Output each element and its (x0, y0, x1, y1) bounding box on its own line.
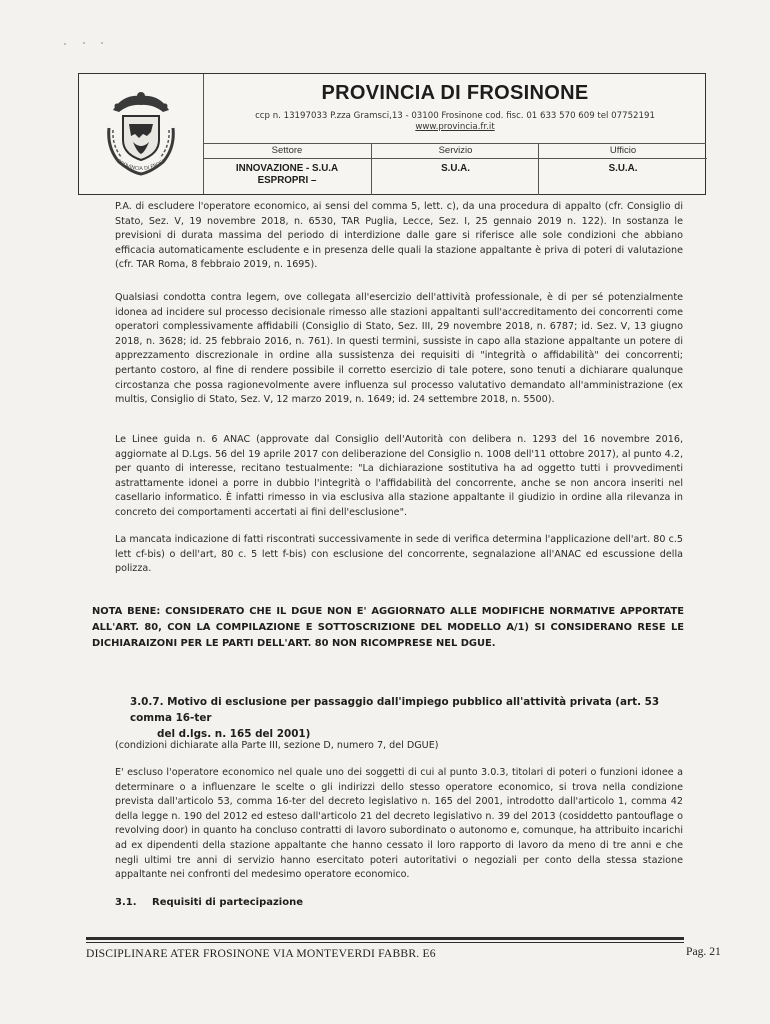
contact-line: ccp n. 13197033 P.zza Gramsci,13 - 03100 Frosinone cod. fisc. 01 633 570 609 tel 07752191 (255, 111, 655, 121)
subsection-heading (115, 897, 304, 908)
organization-title: PROVINCIA DI FROSINONE (321, 82, 589, 104)
ufficio-cell (538, 144, 707, 195)
subsection-title: Requisiti di partecipazione (152, 897, 304, 908)
settore-value (203, 163, 371, 187)
servizio-label: Servizio (372, 144, 539, 159)
ufficio-value: S.U.A. (608, 163, 638, 174)
province-coat-of-arms-logo (103, 88, 179, 176)
paragraph-interdiction: P.A. di escludere l'operatore economico, ai sensi del comma 5, lett. c), da una procedura di appalto (cfr. Consiglio di Stato, Sez. V, 19 novembre 2018, n. 6530, TAR Puglia, Lecce, Sez. I, 25 gennaio 2019 n. 122). In sostanza le previsioni di durata massima del periodo di interdizione dalle gare si riferisce alle sole condizioni che abbiano efficacia automaticamente escludente e in presenza delle quali la stazione appaltante è priva di poteri di valutazione (cfr. TAR Roma, 8 febbraio 2019, n. 1695). (115, 201, 683, 271)
section-body: E' escluso l'operatore economico nel quale uno dei soggetti di cui al punto 3.0.3, titolari di poteri o funzioni idonee a determinare o a influenzare le scelte o gli indirizzi dello stesso operatore economico, si trova nella condizione prevista dall'articolo 53, comma 16-ter del decreto legislativo n. 165 del 2001, introdotto dall'articolo 1, comma 42 della legge n. 190 del 2012 ed esteso dall'articolo 21 del decreto legislativo n. 39 del 2013 (cosiddetto pantouflage o revolving door) in quanto ha concluso contratti di lavoro subordinato o autonomo e, comunque, ha attribuito incarichi ad ex dipendenti della stazione appaltante che hanno cessato il loro rapporto di lavoro da meno di tre anni e che negli ultimi tre anni di servizio hanno esercitato poteri autoritativi o negoziali per conto della stessa stazione appaltante nei confronti del medesimo operatore economico. (115, 767, 683, 881)
settore-cell (203, 144, 371, 195)
paragraph-contra-legem: Qualsiasi condotta contra legem, ove collegata all'esercizio dell'attività professionale, è di per sé potenzialmente idonea ad incidere sul processo decisionale rimesso alle stazioni appaltanti sull'accreditamento dei concorrenti come operatori complessivamente affidabili (Consiglio di Stato, Sez. III, 29 novembre 2018, n. 6787; id. Sez. V, 13 giugno 2018, n. 3628; id. 25 febbraio 2016, n. 761). In questi termini, sussiste in capo alla stazione appaltante un potere di apprezzamento discrezionale in ordine alla sussistenza dei requisiti di "integrità o affidabilità" dei concorrenti; pertanto costoro, al fine di rendere possibile il corretto esercizio di tale potere, sono tenuti a dichiarare qualunque circostanza che possa ragionevolmente avere influenza sul processo valutativo demandato all'amministrazione (ex multis, Consiglio di Stato, Sez. V, 12 marzo 2019, n. 1649; id. 24 settembre 2018, n. 5500). (115, 292, 683, 406)
servizio-value: S.U.A. (441, 163, 470, 174)
subsection-number: 3.1. (115, 897, 137, 908)
organization-contact (203, 111, 707, 133)
logo-cell (79, 74, 204, 194)
page-number: Pag. 21 (686, 945, 721, 958)
paragraph-linee-guida: Le Linee guida n. 6 ANAC (approvate dal Consiglio dell'Autorità con delibera n. 1293 del 16 novembre 2016, aggiornate al D.Lgs. 56 del 19 aprile 2017 con deliberazione del Consiglio n. 1008 dell'11 ottobre 2017), al punto 4.2, per quanto di interesse, recitano testualmente: "La dichiarazione sostitutiva ha ad oggetto tutti i provvedimenti astrattamente idonei a porre in dubbio l'integrità o l'affidabilità del concorrente, anche se non ancora inseriti nel casellario informatico. È infatti rimesso in via esclusiva alla stazione appaltante il giudizio in ordine alla rilevanza in concreto dei comportamenti accertati ai fini dell'esclusione". (115, 434, 683, 518)
section-conditions: (condizioni dichiarate alla Parte III, sezione D, numero 7, del DGUE) (115, 740, 439, 751)
settore-value-line1: INNOVAZIONE - S.U.A (235, 163, 339, 174)
ufficio-label: Ufficio (539, 144, 707, 159)
settore-label: Settore (203, 144, 371, 159)
letterhead (78, 73, 706, 195)
section-heading-3-0-7 (130, 694, 683, 742)
footer-document-title: DISCIPLINARE ATER FROSINONE VIA MONTEVERDI FABBR. E6 (86, 947, 436, 960)
paragraph-mancata-indicazione: La mancata indicazione di fatti riscontrati successivamente in sede di verifica determina l'applicazione dell'art. 80 c.5 lett cf-bis) o dell'art, 80 c. 5 lett f-bis) con esclusione del concorrente, segnalazione all'ANAC ed escussione della polizza. (115, 534, 683, 575)
logo-caption: PROVINCIA DI FROSI (116, 158, 166, 173)
section-heading-line2: del d.lgs. n. 165 del 2001) (157, 728, 311, 740)
servizio-cell (371, 144, 539, 195)
department-table (203, 143, 706, 195)
section-heading-line1: 3.0.7. Motivo di esclusione per passaggio dall'impiego pubblico all'attività privata (art. 53 comma 16-ter (130, 696, 660, 724)
nota-bene: NOTA BENE: CONSIDERATO CHE IL DGUE NON E' AGGIORNATO ALLE MODIFICHE NORMATIVE APPORTATE ALL'ART. 80, CON LA COMPILAZIONE E SOTTOSCRIZIONE DEL MODELLO A/1) SI CONSIDERANO RESE LE DICHIARAIZONI PER LE PARTI DELL'ART. 80 NON RICOMPRESE NEL DGUE. (92, 606, 684, 649)
footer-rule (86, 937, 684, 940)
settore-value-line2: ESPROPRI – (257, 175, 317, 186)
footer-rule-thin (86, 942, 684, 943)
website-link[interactable]: www.provincia.fr.it (415, 122, 495, 132)
scan-marks (62, 34, 112, 53)
